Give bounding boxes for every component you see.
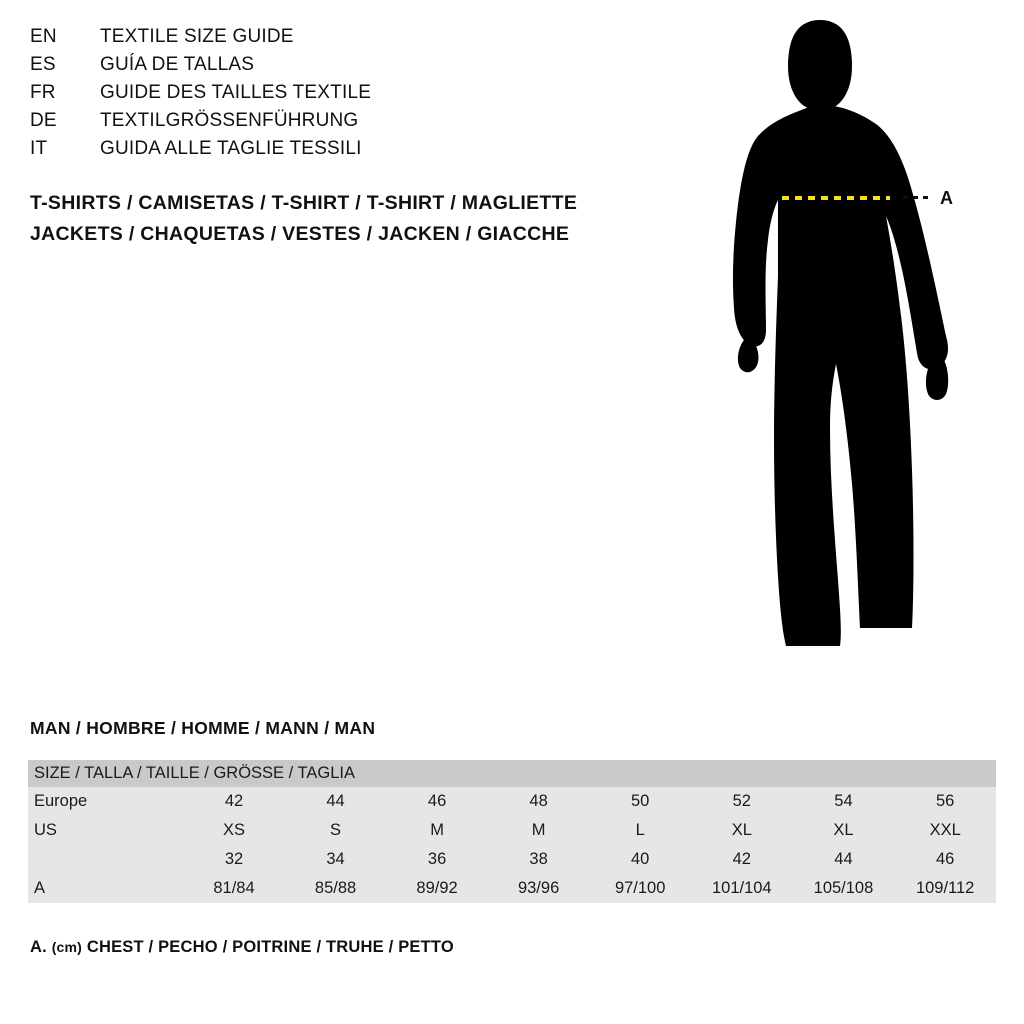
- footnote: [30, 938, 454, 957]
- cell: 44: [285, 787, 387, 816]
- language-title: GUIDA ALLE TAGLIE TESSILI: [100, 138, 362, 159]
- cell: 36: [386, 845, 488, 874]
- footnote-prefix: A.: [30, 938, 52, 956]
- footnote-suffix: CHEST / PECHO / POITRINE / TRUHE / PETTO: [82, 938, 454, 956]
- cell: 44: [793, 845, 895, 874]
- table-row: [28, 787, 996, 816]
- cell: M: [488, 816, 590, 845]
- cell: M: [386, 816, 488, 845]
- language-row: [30, 82, 650, 110]
- row-label-us: US: [28, 816, 183, 845]
- table-row: [28, 816, 996, 845]
- language-row: [30, 138, 650, 166]
- cell: 42: [183, 787, 285, 816]
- cell: L: [589, 816, 691, 845]
- cell: S: [285, 816, 387, 845]
- language-code: ES: [30, 54, 56, 75]
- cell: 48: [488, 787, 590, 816]
- row-label-europe: Europe: [28, 787, 183, 816]
- cell: 93/96: [488, 874, 590, 903]
- silhouette-svg: [700, 8, 1000, 668]
- cell: XXL: [894, 816, 996, 845]
- cell: 40: [589, 845, 691, 874]
- row-label-a: A: [28, 874, 183, 903]
- measure-leader-dashes: [903, 196, 933, 199]
- language-header-block: [30, 26, 650, 166]
- cell: 34: [285, 845, 387, 874]
- cell: XS: [183, 816, 285, 845]
- table-header-row: [28, 760, 996, 787]
- table-row: [28, 845, 996, 874]
- man-silhouette-figure: [700, 8, 1000, 668]
- footnote-unit: (cm): [51, 939, 83, 955]
- cell: 56: [894, 787, 996, 816]
- language-code: EN: [30, 26, 57, 47]
- cell: 46: [894, 845, 996, 874]
- garment-type-tshirts: T-SHIRTS / CAMISETAS / T-SHIRT / T-SHIRT / MAGLIETTE: [30, 192, 578, 214]
- garment-type-list: [30, 188, 670, 250]
- table-row: [28, 874, 996, 903]
- cell: 42: [691, 845, 793, 874]
- table-header-label: SIZE / TALLA / TAILLE / GRÖSSE / TAGLIA: [28, 760, 996, 787]
- language-row: [30, 110, 650, 138]
- language-title: TEXTILGRÖSSENFÜHRUNG: [100, 110, 359, 131]
- section-title-man: MAN / HOMBRE / HOMME / MANN / MAN: [30, 718, 376, 738]
- garment-type-jackets: JACKETS / CHAQUETAS / VESTES / JACKEN / GIACCHE: [30, 223, 570, 245]
- language-title: GUIDE DES TAILLES TEXTILE: [100, 82, 372, 103]
- cell: 105/108: [793, 874, 895, 903]
- cell: XL: [691, 816, 793, 845]
- language-code: IT: [30, 138, 48, 159]
- language-title: GUÍA DE TALLAS: [100, 54, 255, 75]
- measure-label-a: A: [940, 188, 953, 208]
- language-code: FR: [30, 82, 56, 103]
- row-label-blank: [28, 845, 183, 874]
- cell: 109/112: [894, 874, 996, 903]
- cell: 97/100: [589, 874, 691, 903]
- cell: 101/104: [691, 874, 793, 903]
- language-code: DE: [30, 110, 57, 131]
- cell: 54: [793, 787, 895, 816]
- cell: 81/84: [183, 874, 285, 903]
- cell: 38: [488, 845, 590, 874]
- cell: 50: [589, 787, 691, 816]
- size-table: [28, 760, 996, 903]
- cell: 32: [183, 845, 285, 874]
- cell: 46: [386, 787, 488, 816]
- language-row: [30, 26, 650, 54]
- cell: XL: [793, 816, 895, 845]
- language-title: TEXTILE SIZE GUIDE: [100, 26, 294, 47]
- cell: 89/92: [386, 874, 488, 903]
- cell: 85/88: [285, 874, 387, 903]
- cell: 52: [691, 787, 793, 816]
- language-row: [30, 54, 650, 82]
